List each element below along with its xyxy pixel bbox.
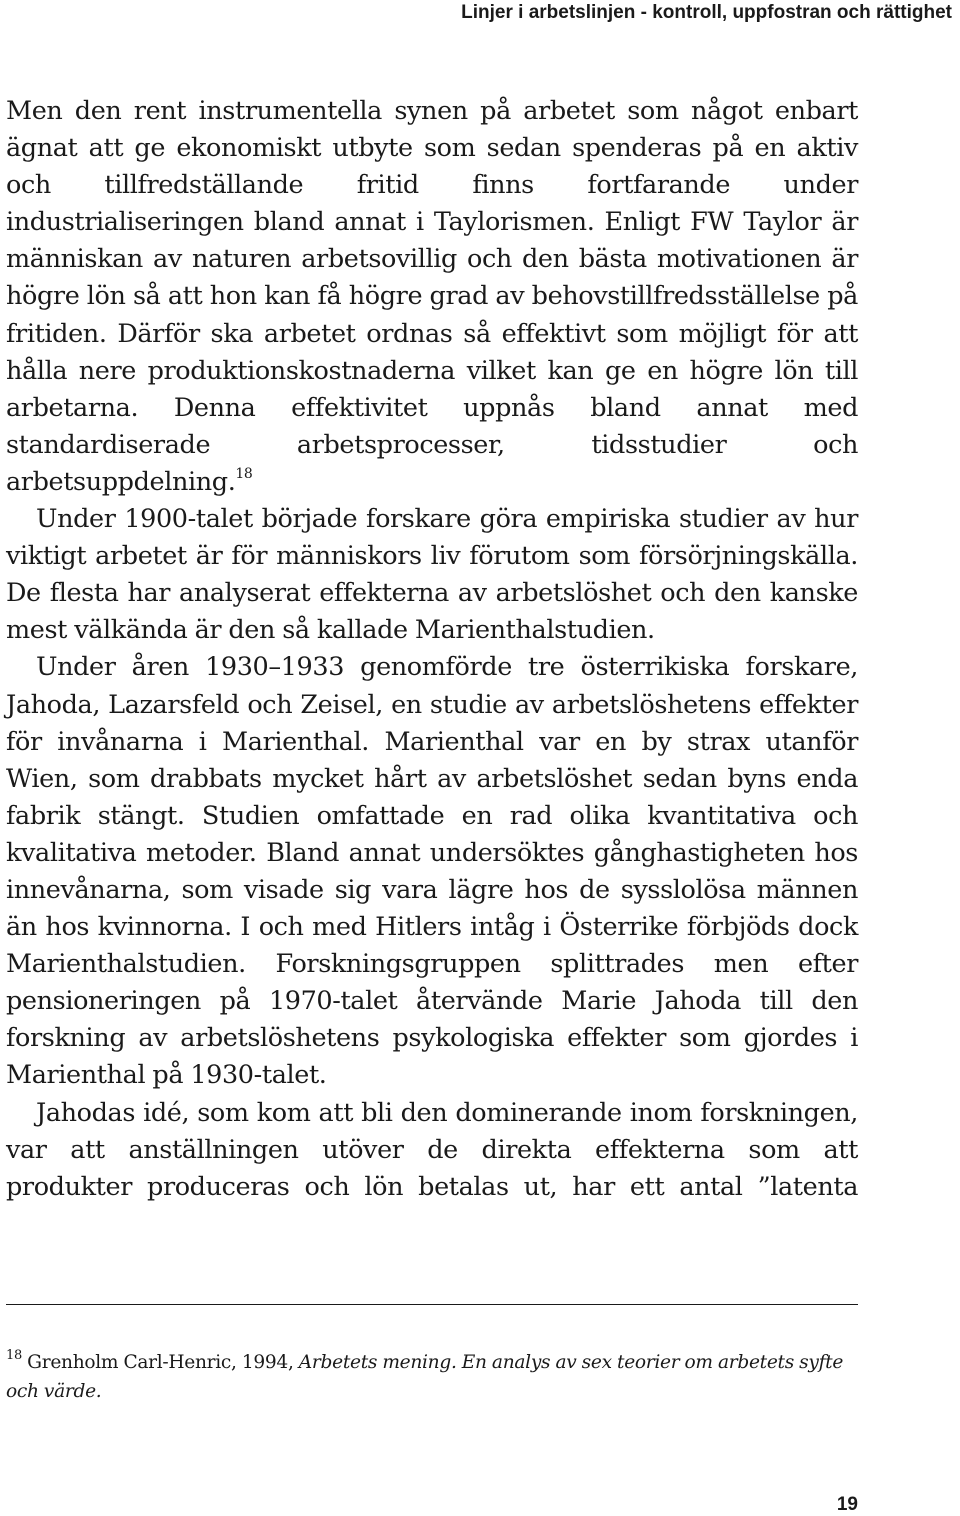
footnote-author: Grenholm Carl-Henric, 1994,: [27, 1352, 294, 1373]
paragraph-1: [6, 93, 858, 501]
paragraph-3-text: Under åren 1930–1933 genomförde tre österrikiska forskare, Jahoda, Lazarsfeld och Zeisel, en studie av arbetslöshetens effekter för invånarna i Marienthal. Marienthal var en by strax utanför Wien, som drabbats mycket hårt av arbetslöshet sedan byns enda fabrik stängt. Studien omfattade en rad olika kvantitativa och kvalitativa metoder. Bland annat undersöktes gånghastigheten hos innevånarna, som visade sig vara lägre hos de sysslolösa männen än hos kvinnorna. I och med Hitlers intåg i Österrike förbjöds dock Marienthalstudien. Forskningsgruppen splittrades men efter pensioneringen på 1970-talet återvände Marie Jahoda till den forskning av arbetslöshetens psykologiska effekter som gjordes i Marienthal på 1930-talet.: [6, 652, 858, 1091]
paragraph-1-text: Men den rent instrumentella synen på arbetet som något enbart ägnat att ge ekonomiskt utbyte som sedan spenderas på en aktiv och tillfredställande fritid finns fortfarande under industrialiseringen bland annat i Taylorismen. Enligt FW Taylor är människan av naturen arbetsovillig och den bästa motivationen är högre lön så att hon kan få högre grad av behovstillfredsställelse på fritiden. Därför ska arbetet ordnas så effektivt som möjligt för att hålla nere produktionskostnaderna vilket kan ge en högre lön till arbetarna. Denna effektivitet uppnås bland annat med standardiserade arbetsprocesser, tidsstudier och arbetsuppdelning.: [6, 96, 858, 497]
running-header: Linjer i arbetslinjen - kontroll, uppfostran och rättighet: [461, 2, 952, 23]
footnote-divider: [6, 1304, 858, 1305]
footnote-reference[interactable]: 18: [235, 465, 253, 482]
paragraph-2-text: Under 1900-talet började forskare göra empiriska studier av hur viktigt arbetet är för människors liv förutom som försörjningskälla. De flesta har analyserat effekterna av arbetslöshet och den kanske mest välkända är den så kallade Marienthalstudien.: [6, 504, 858, 646]
paragraph-4: [6, 1095, 858, 1206]
body-text: [6, 93, 858, 1206]
paragraph-3: [6, 649, 858, 1094]
footnote: [6, 1348, 858, 1406]
page-number: 19: [836, 1494, 858, 1515]
footnote-number: 18: [6, 1348, 22, 1363]
footnote-title: Arbetets mening. En analys av sex teorier om arbetets syfte och värde.: [6, 1352, 844, 1402]
paragraph-4-text: Jahodas idé, som kom att bli den dominerande inom forskningen, var att anställningen utöver de direkta effekterna som att produkter produceras och lön betalas ut, har ett antal ”latenta: [6, 1097, 858, 1202]
paragraph-2: [6, 501, 858, 649]
